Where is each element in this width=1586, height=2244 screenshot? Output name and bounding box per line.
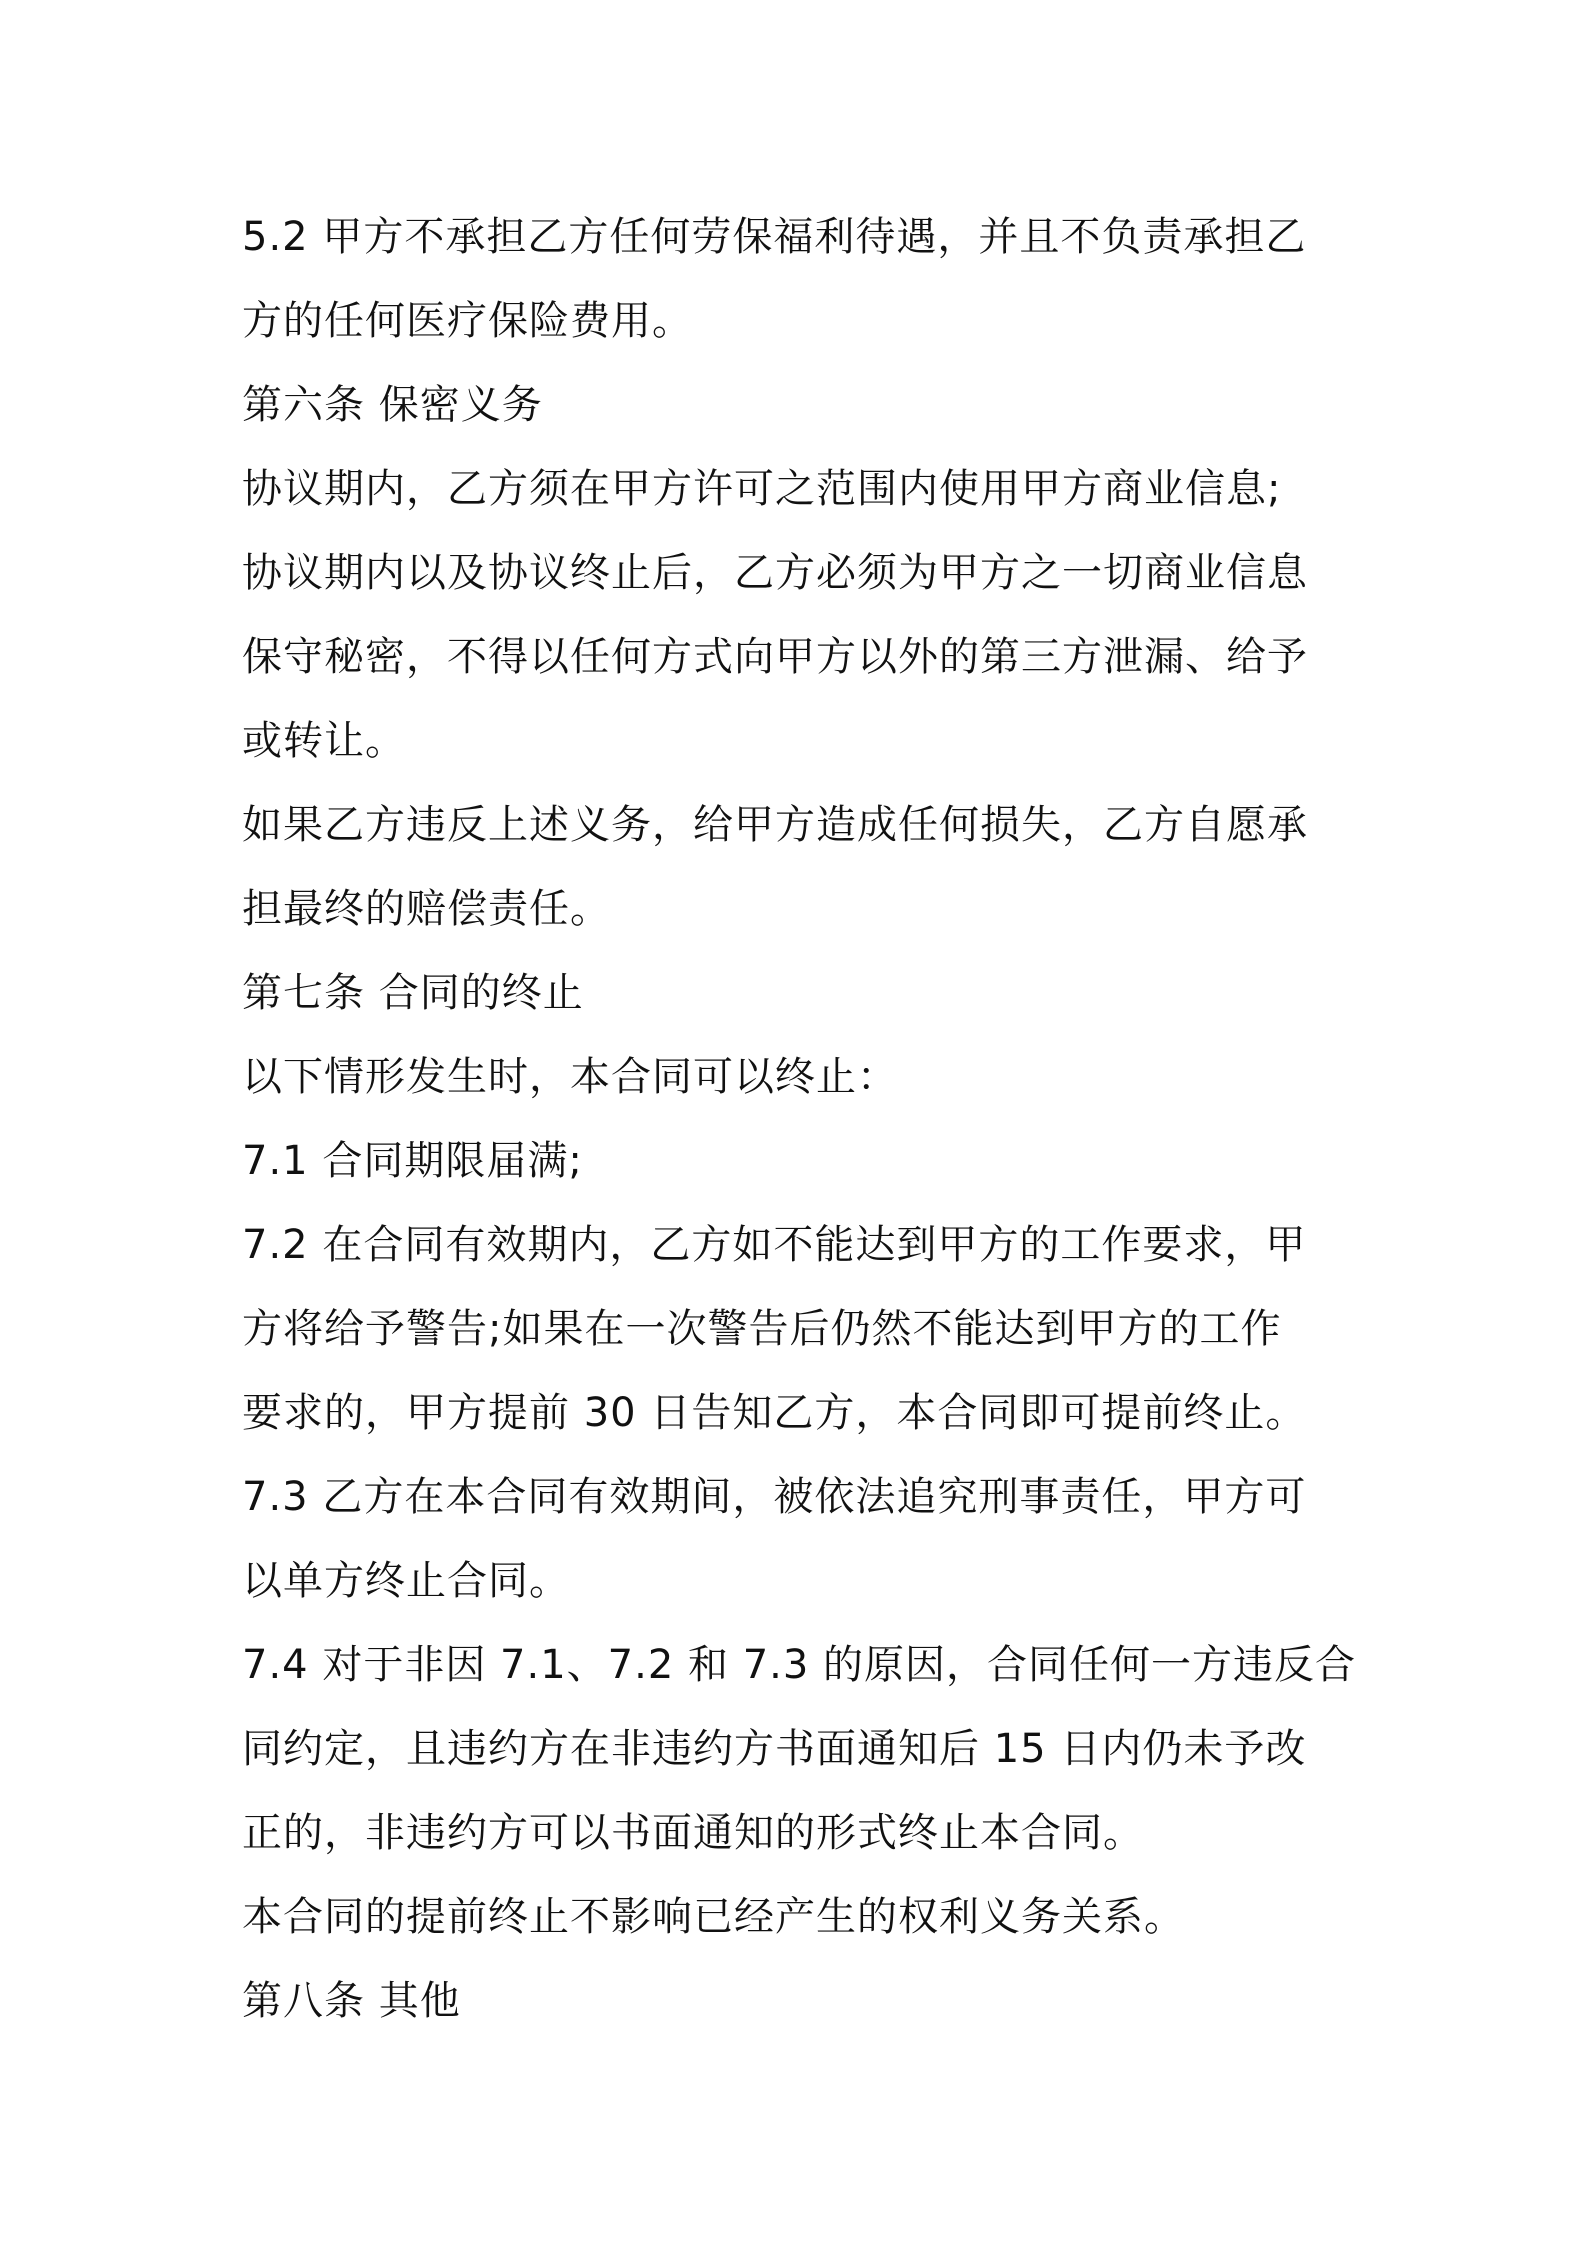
confidentiality-line-4: 或转让。 — [242, 718, 406, 764]
article-7-heading: 第七条 合同的终止 — [242, 970, 584, 1016]
early-termination-note: 本合同的提前终止不影响已经产生的权利义务关系。 — [242, 1894, 1185, 1940]
clause-7-4-line-2: 同约定，且违约方在非违约方书面通知后 15 日内仍未予改 — [242, 1726, 1307, 1772]
termination-intro: 以下情形发生时，本合同可以终止： — [242, 1054, 898, 1100]
clause-7-2-line-3: 要求的，甲方提前 30 日告知乙方，本合同即可提前终止。 — [242, 1390, 1307, 1436]
document-page — [242, 195, 1362, 2043]
clause-7-2-line-2: 方将给予警告;如果在一次警告后仍然不能达到甲方的工作 — [242, 1306, 1282, 1352]
clause-5-2-line-2: 方的任何医疗保险费用。 — [242, 298, 693, 344]
confidentiality-line-1: 协议期内，乙方须在甲方许可之范围内使用甲方商业信息; — [242, 466, 1282, 512]
liability-line-2: 担最终的赔偿责任。 — [242, 886, 611, 932]
clause-7-4-line-1: 7.4 对于非因 7.1、7.2 和 7.3 的原因，合同任何一方违反合 — [242, 1642, 1357, 1688]
clause-7-3-line-2: 以单方终止合同。 — [242, 1558, 570, 1604]
confidentiality-line-3: 保守秘密，不得以任何方式向甲方以外的第三方泄漏、给予 — [242, 634, 1308, 680]
clause-7-3-line-1: 7.3 乙方在本合同有效期间，被依法追究刑事责任，甲方可 — [242, 1474, 1307, 1520]
confidentiality-line-2: 协议期内以及协议终止后，乙方必须为甲方之一切商业信息 — [242, 550, 1308, 596]
article-8-heading: 第八条 其他 — [242, 1978, 461, 2024]
clause-5-2-line-1: 5.2 甲方不承担乙方任何劳保福利待遇，并且不负责承担乙 — [242, 214, 1307, 260]
clause-7-4-line-3: 正的，非违约方可以书面通知的形式终止本合同。 — [242, 1810, 1144, 1856]
clause-7-2-line-1: 7.2 在合同有效期内，乙方如不能达到甲方的工作要求，甲 — [242, 1222, 1307, 1268]
clause-7-1: 7.1 合同期限届满; — [242, 1138, 583, 1184]
liability-line-1: 如果乙方违反上述义务，给甲方造成任何损失，乙方自愿承 — [242, 802, 1308, 848]
article-6-heading: 第六条 保密义务 — [242, 382, 543, 428]
